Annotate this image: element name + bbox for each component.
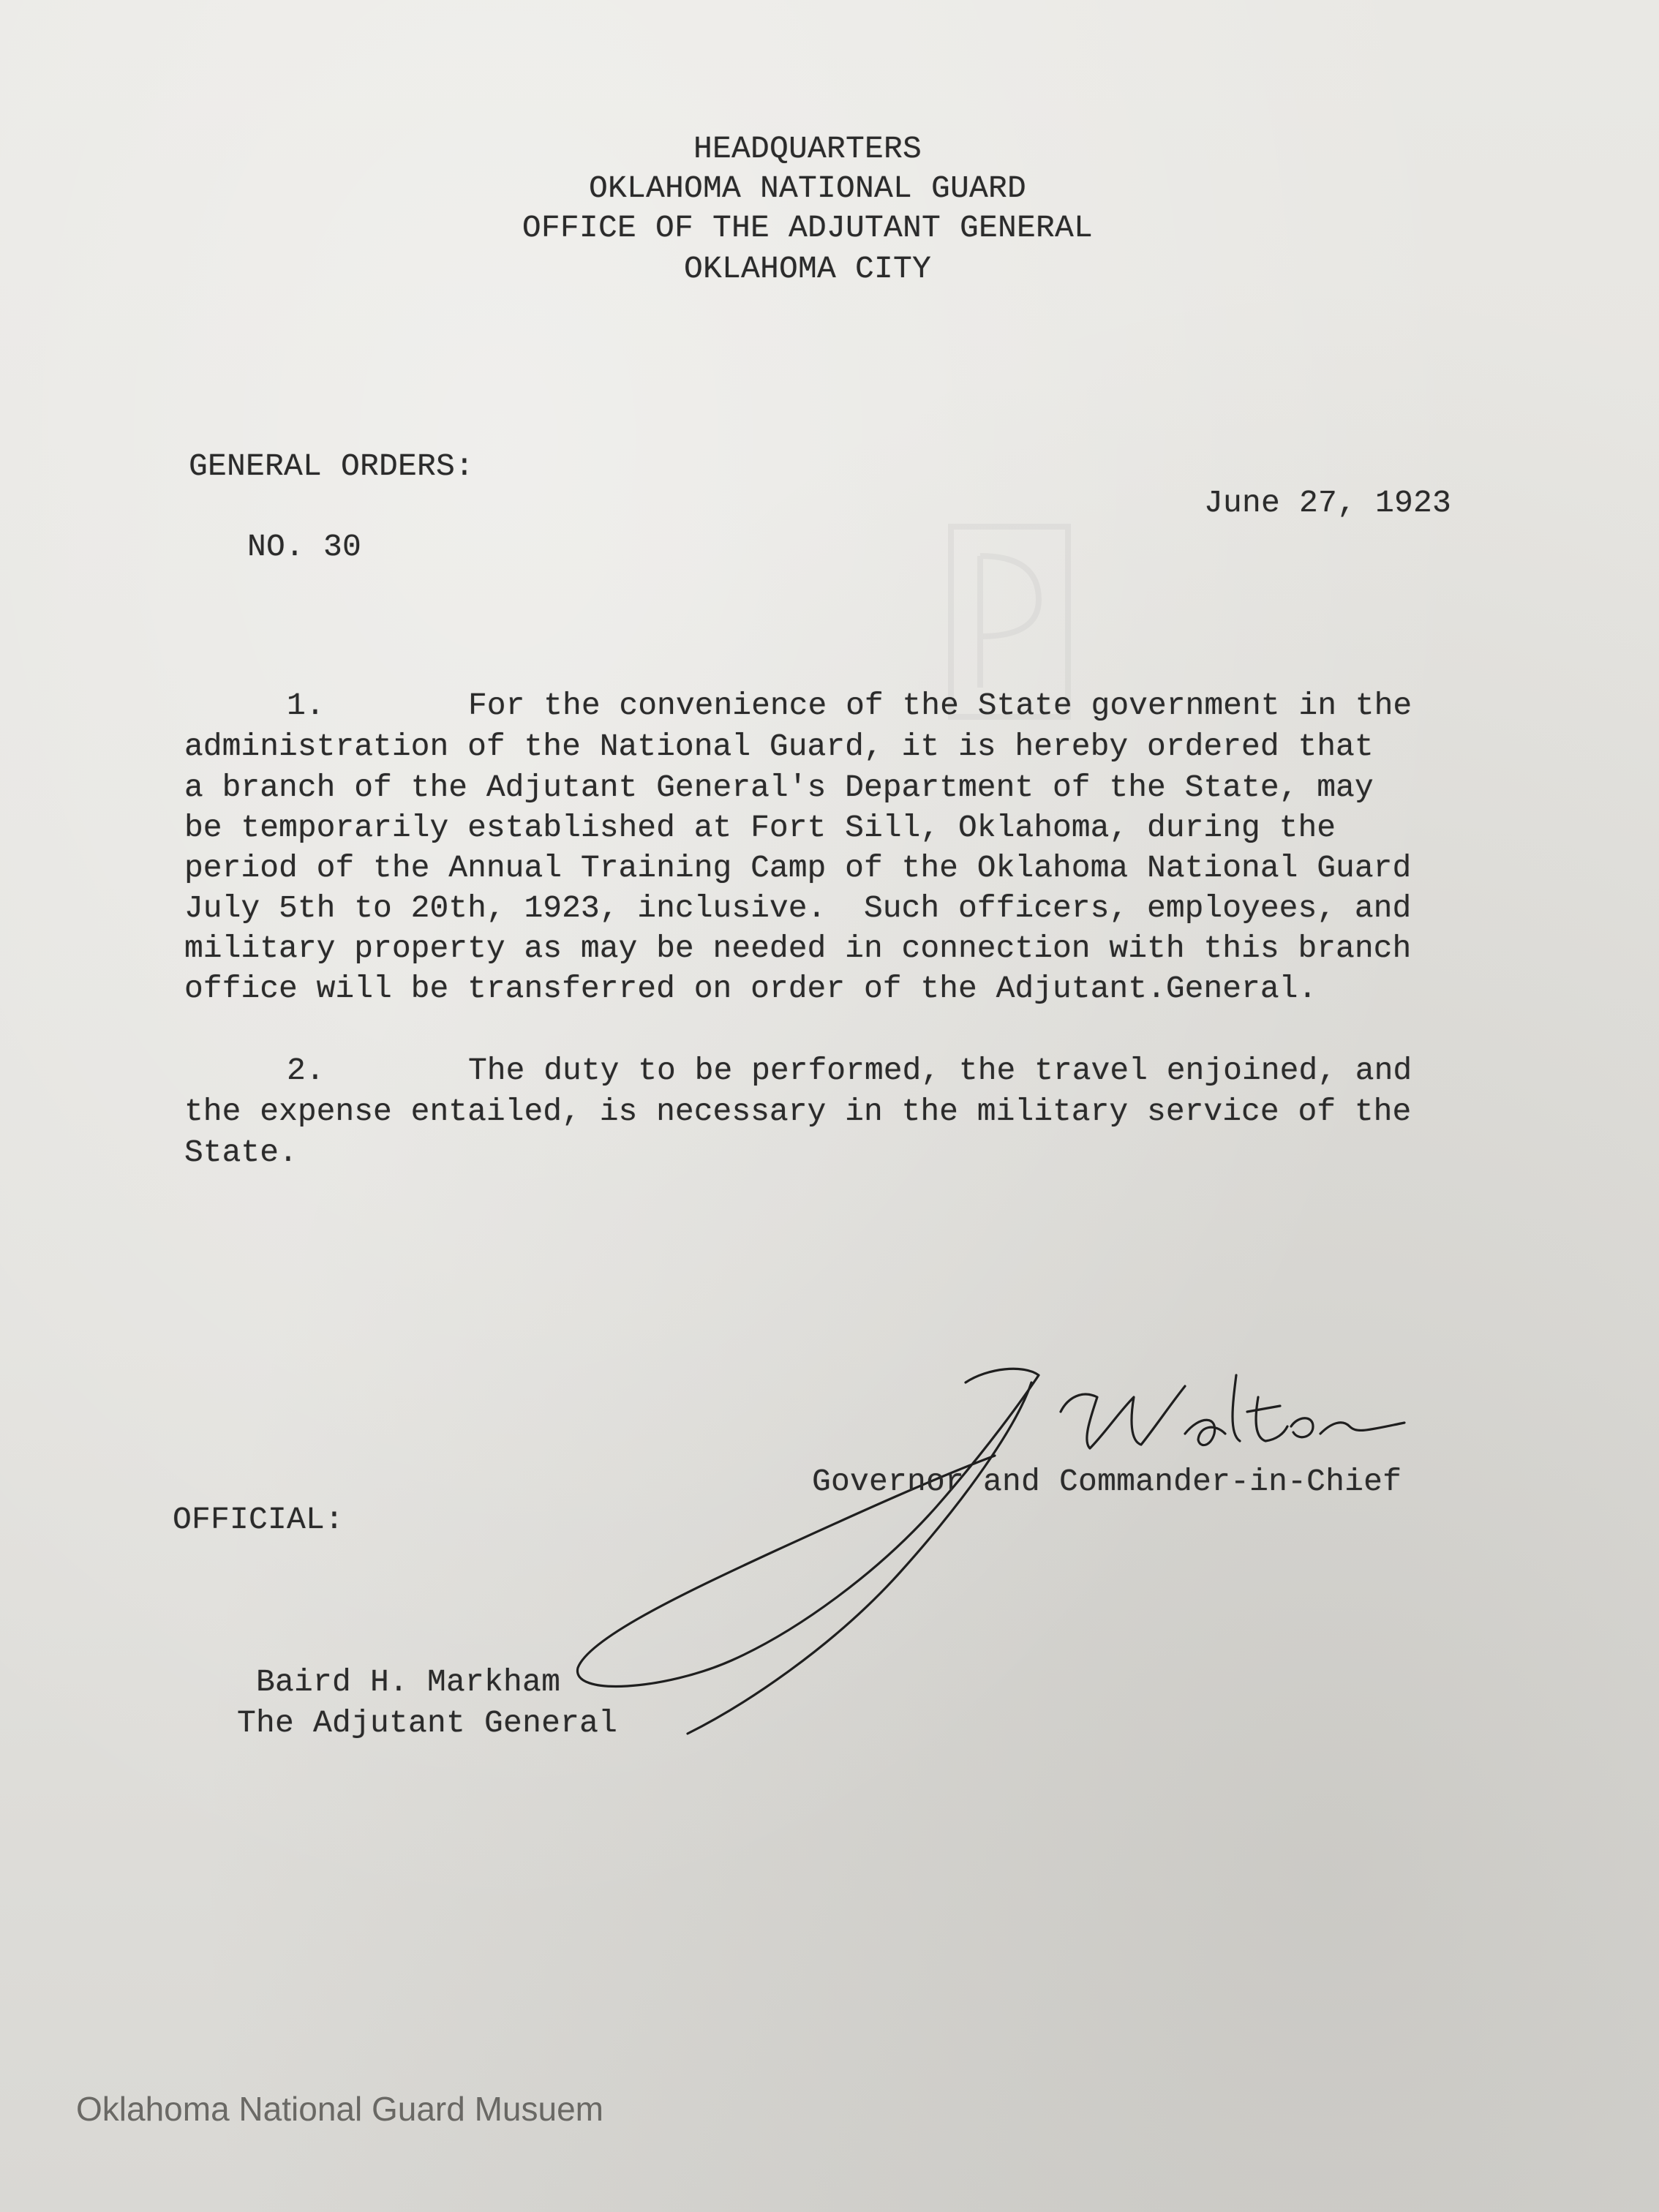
letterhead-line-headquarters: HEADQUARTERS <box>693 131 922 167</box>
letterhead-line-organization: OKLAHOMA NATIONAL GUARD <box>588 170 1027 206</box>
letterhead-line-city: OKLAHOMA CITY <box>683 251 932 287</box>
paragraph-1-line: military property as may be needed in connection with this branch <box>184 930 1412 966</box>
order-date: June 27, 1923 <box>1204 485 1452 521</box>
paragraph-2-number: 2. <box>287 1053 326 1088</box>
adjutant-general-title: The Adjutant General <box>237 1705 618 1741</box>
order-number: NO. 30 <box>247 529 362 565</box>
paragraph-1-line: period of the Annual Training Camp of the Oklahoma National Guard <box>184 850 1412 886</box>
museum-watermark: Oklahoma National Guard Musuem <box>76 2090 603 2128</box>
paragraph-2-line: The duty to be performed, the travel enjoined, and <box>468 1053 1412 1088</box>
general-orders-label: GENERAL ORDERS: <box>189 448 475 484</box>
paragraph-1-line: administration of the National Guard, it is hereby ordered that <box>184 729 1374 764</box>
paragraph-1-line: For the convenience of the State government in the <box>468 688 1412 723</box>
adjutant-general-name: Baird H. Markham <box>256 1664 561 1700</box>
letterhead-line-office: OFFICE OF THE ADJUTANT GENERAL <box>522 210 1094 246</box>
paragraph-2-line: the expense entailed, is necessary in the military service of the <box>184 1094 1412 1129</box>
governor-signature <box>556 1353 1434 1763</box>
paragraph-1-line: a branch of the Adjutant General's Department of the State, may <box>184 770 1374 805</box>
paragraph-1-line: be temporarily established at Fort Sill, Oklahoma, during the <box>184 810 1336 846</box>
paragraph-1-line: office will be transferred on order of the Adjutant.General. <box>184 971 1317 1007</box>
paragraph-1-number: 1. <box>287 688 326 723</box>
governor-title: Governor and Commander-in-Chief <box>812 1464 1402 1500</box>
letterhead <box>0 129 1659 297</box>
official-label: OFFICIAL: <box>173 1502 345 1538</box>
paragraph-2-line: State. <box>184 1135 298 1170</box>
paragraph-1-line: July 5th to 20th, 1923, inclusive. Such officers, employees, and <box>184 890 1412 926</box>
